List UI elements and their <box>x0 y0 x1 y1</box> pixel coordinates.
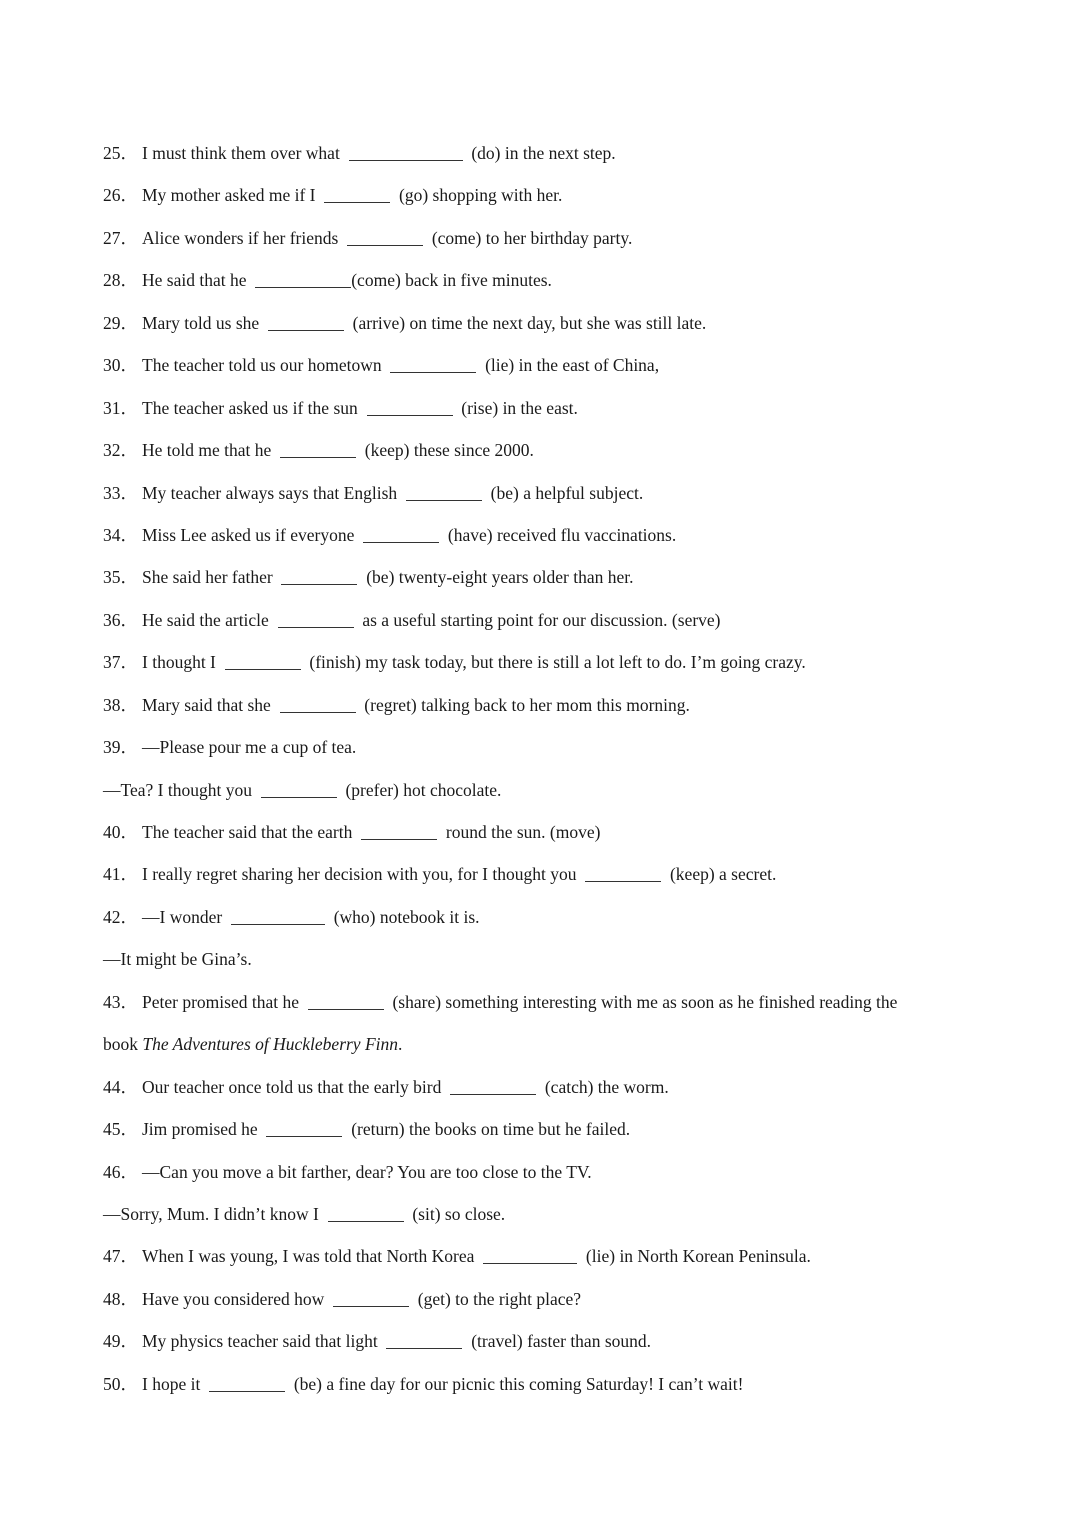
sentence-text: The teacher told us our hometown <box>142 355 391 376</box>
sentence-text: (go) shopping with her. <box>390 185 563 206</box>
exercise-item <box>103 1320 1003 1362</box>
item-number: 50． <box>103 1373 138 1394</box>
answer-blank[interactable] <box>386 1348 462 1349</box>
sentence-text: (be) a fine day for our picnic this coming Saturday! I can’t wait! <box>285 1373 744 1394</box>
item-number: 46． <box>103 1161 138 1182</box>
sentence-text: (be) a helpful subject. <box>481 482 644 503</box>
exercise-item <box>103 1278 1003 1320</box>
answer-blank[interactable] <box>225 669 301 670</box>
sentence-text: (arrive) on time the next day, but she was still late. <box>343 312 707 333</box>
sentence-text: Mary said that she <box>142 694 280 715</box>
exercise-item <box>103 259 1003 301</box>
exercise-item <box>103 1066 1003 1108</box>
item-number: 29． <box>103 312 138 333</box>
exercise-item <box>103 1108 1003 1150</box>
exercise-item <box>103 1235 1003 1277</box>
sentence-text: (sit) so close. <box>403 1203 506 1224</box>
item-number: 47． <box>103 1246 138 1267</box>
sentence-text: My teacher always says that English <box>142 482 406 503</box>
sentence-text: —Sorry, Mum. I didn’t know I <box>103 1203 328 1224</box>
answer-blank[interactable] <box>367 415 453 416</box>
sentence-text: (do) in the next step. <box>462 143 616 163</box>
answer-blank[interactable] <box>361 839 437 840</box>
answer-blank[interactable] <box>349 160 463 161</box>
exercise-item <box>103 811 1003 853</box>
sentence-text: (prefer) hot chocolate. <box>336 779 502 800</box>
exercise-item <box>103 387 1003 429</box>
sentence-text: Miss Lee asked us if everyone <box>142 524 364 545</box>
sentence-text: (who) notebook it is. <box>324 906 480 927</box>
item-number: 41． <box>103 864 138 885</box>
exercise-item <box>103 1363 1003 1405</box>
answer-blank[interactable] <box>261 797 337 798</box>
exercise-continuation <box>103 1023 1003 1065</box>
sentence-text: When I was young, I was told that North Korea <box>142 1246 484 1267</box>
answer-blank[interactable] <box>278 627 354 628</box>
sentence-text: (return) the books on time but he failed. <box>342 1119 631 1140</box>
exercise-item <box>103 344 1003 386</box>
item-number: 36． <box>103 609 138 630</box>
sentence-text: (lie) in the east of China, <box>476 355 660 376</box>
sentence-text: —It might be Gina’s. <box>103 949 252 970</box>
sentence-text: Peter promised that he <box>142 991 308 1012</box>
sentence-text: (finish) my task today, but there is still a lot left to do. I’m going crazy. <box>300 652 806 673</box>
item-number: 45． <box>103 1119 138 1140</box>
answer-blank[interactable] <box>281 584 357 585</box>
sentence-text: (regret) talking back to her mom this morning. <box>355 694 690 715</box>
item-number: 40． <box>103 822 138 842</box>
item-number: 49． <box>103 1331 138 1352</box>
exercise-item <box>103 599 1003 641</box>
sentence-text: I really regret sharing her decision with you, for I thought you <box>142 864 586 885</box>
sentence-text: round the sun. (move) <box>437 822 601 842</box>
sentence-text: I must think them over what <box>142 143 349 163</box>
exercise-item <box>103 981 1003 1023</box>
item-number: 25． <box>103 143 138 163</box>
answer-blank[interactable] <box>333 1306 409 1307</box>
answer-blank[interactable] <box>280 457 356 458</box>
sentence-text: (have) received flu vaccinations. <box>439 524 677 545</box>
sentence-text: I thought I <box>142 652 225 673</box>
item-number: 28． <box>103 270 138 291</box>
sentence-text: —Please pour me a cup of tea. <box>142 737 357 758</box>
exercise-item <box>103 302 1003 344</box>
sentence-text: (catch) the worm. <box>536 1076 669 1097</box>
answer-blank[interactable] <box>231 924 325 925</box>
item-number: 48． <box>103 1288 138 1309</box>
exercise-continuation <box>103 1193 1003 1235</box>
item-number: 32． <box>103 440 138 461</box>
sentence-text: (travel) faster than sound. <box>462 1331 652 1352</box>
answer-blank[interactable] <box>483 1263 577 1264</box>
item-number: 35． <box>103 567 138 588</box>
sentence-text: (get) to the right place? <box>409 1288 582 1309</box>
exercise-item <box>103 217 1003 259</box>
exercise-item <box>103 429 1003 471</box>
answer-blank[interactable] <box>280 712 356 713</box>
item-number: 42． <box>103 906 138 927</box>
exercise-item <box>103 174 1003 216</box>
sentence-text: (keep) a secret. <box>661 864 777 885</box>
item-number: 39． <box>103 737 138 758</box>
sentence-text: Alice wonders if her friends <box>142 227 348 248</box>
sentence-text: (rise) in the east. <box>452 397 578 418</box>
sentence-text: (lie) in North Korean Peninsula. <box>577 1246 811 1267</box>
exercise-item <box>103 684 1003 726</box>
answer-blank[interactable] <box>450 1094 536 1095</box>
item-number: 43． <box>103 991 138 1012</box>
sentence-text: He said the article <box>142 609 278 630</box>
sentence-text: The teacher asked us if the sun <box>142 397 367 418</box>
answer-blank[interactable] <box>308 1009 384 1010</box>
exercise-continuation <box>103 769 1003 811</box>
sentence-text: The teacher said that the earth <box>142 822 362 842</box>
sentence-text: Jim promised he <box>142 1119 267 1140</box>
sentence-text: I hope it <box>142 1373 210 1394</box>
exercise-item <box>103 472 1003 514</box>
sentence-text: He told me that he <box>142 440 281 461</box>
exercise-item <box>103 853 1003 895</box>
exercise-item <box>103 514 1003 556</box>
sentence-text: Our teacher once told us that the early bird <box>142 1076 451 1097</box>
exercise-item <box>103 641 1003 683</box>
sentence-text: (come) back in five minutes. <box>351 270 552 291</box>
answer-blank[interactable] <box>328 1221 404 1222</box>
sentence-text: . <box>398 1034 403 1055</box>
answer-blank[interactable] <box>585 881 661 882</box>
item-number: 38． <box>103 694 138 715</box>
exercise-item <box>103 132 1003 174</box>
item-number: 34． <box>103 524 138 545</box>
sentence-text: as a useful starting point for our discussion. (serve) <box>353 609 721 630</box>
sentence-text: (share) something interesting with me as soon as he finished reading the <box>383 991 898 1012</box>
answer-blank[interactable] <box>390 372 476 373</box>
item-number: 30． <box>103 355 138 376</box>
answer-blank[interactable] <box>406 500 482 501</box>
exercise-item <box>103 556 1003 598</box>
sentence-text: (keep) these since 2000. <box>356 440 534 461</box>
exercise-item <box>103 896 1003 938</box>
sentence-text: —Can you move a bit farther, dear? You are too close to the TV. <box>142 1161 592 1182</box>
answer-blank[interactable] <box>347 245 423 246</box>
answer-blank[interactable] <box>363 542 439 543</box>
answer-blank[interactable] <box>324 202 390 203</box>
book-title: The Adventures of Huckleberry Finn <box>142 1034 399 1055</box>
item-number: 27． <box>103 227 138 248</box>
item-number: 37． <box>103 652 138 673</box>
item-number: 26． <box>103 185 138 206</box>
sentence-text: Have you considered how <box>142 1288 333 1309</box>
answer-blank[interactable] <box>268 330 344 331</box>
sentence-text: (be) twenty-eight years older than her. <box>357 567 634 588</box>
sentence-text: My mother asked me if I <box>142 185 325 206</box>
exercise-continuation <box>103 938 1003 980</box>
sentence-text: —I wonder <box>142 906 231 927</box>
sentence-text: He said that he <box>142 270 256 291</box>
exercise-item <box>103 726 1003 768</box>
exercise-item <box>103 1151 1003 1193</box>
answer-blank[interactable] <box>266 1136 342 1137</box>
item-number: 31． <box>103 397 138 418</box>
answer-blank[interactable] <box>209 1391 285 1392</box>
sentence-text: My physics teacher said that light <box>142 1331 387 1352</box>
sentence-text: book <box>103 1034 143 1055</box>
answer-blank[interactable] <box>255 287 351 288</box>
sentence-text: Mary told us she <box>142 312 268 333</box>
item-number: 44． <box>103 1076 138 1097</box>
item-number: 33． <box>103 482 138 503</box>
sentence-text: (come) to her birthday party. <box>423 227 633 248</box>
sentence-text: —Tea? I thought you <box>103 779 261 800</box>
sentence-text: She said her father <box>142 567 282 588</box>
exercise-list <box>103 132 1003 1405</box>
